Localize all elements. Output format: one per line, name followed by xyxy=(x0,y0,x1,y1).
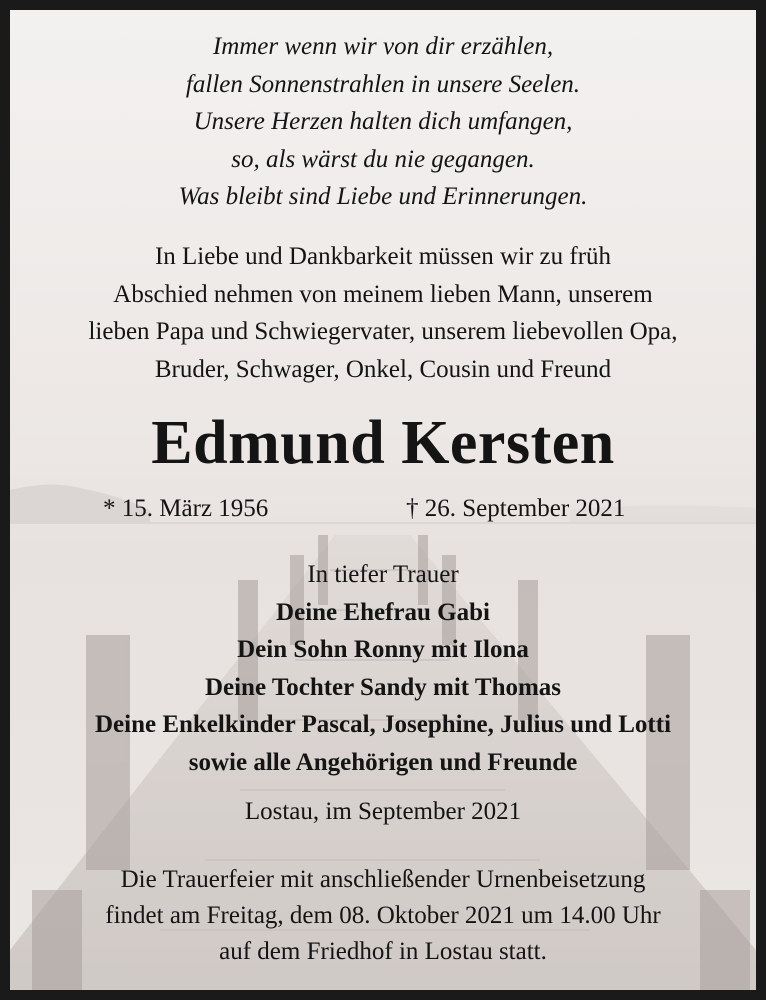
notice-text xyxy=(10,10,756,990)
mourner-line: Dein Sohn Ronny mit Ilona xyxy=(237,636,529,663)
intro-line: lieben Papa und Schwiegervater, unserem liebevollen Opa, xyxy=(88,318,678,345)
intro-line: Bruder, Schwager, Onkel, Cousin und Freund xyxy=(154,355,612,383)
place-date: Lostau, im September 2021 xyxy=(244,798,522,825)
birth-date: * 15. März 1956 xyxy=(103,495,269,522)
deceased-name: Edmund Kersten xyxy=(151,409,615,477)
death-date: † 26. September 2021 xyxy=(406,495,626,522)
mourner-line: Deine Tochter Sandy mit Thomas xyxy=(204,673,562,701)
mourner-line: sowie alle Angehörigen und Freunde xyxy=(188,748,578,776)
memorial-poem xyxy=(10,28,756,216)
funeral-line: auf dem Friedhof in Lostau statt. xyxy=(219,938,547,965)
poem-line: Immer wenn wir von dir erzählen, xyxy=(212,33,554,60)
mourners-heading: In tiefer Trauer xyxy=(307,561,459,588)
intro-line: Abschied nehmen von meinem lieben Mann, unserem xyxy=(113,280,653,308)
mourner-line: Deine Enkelkinder Pascal, Josephine, Julius und Lotti xyxy=(94,711,672,738)
funeral-line: Die Trauerfeier mit anschließender Urnenbeisetzung xyxy=(120,866,646,893)
funeral-info xyxy=(10,862,756,970)
poem-line: fallen Sonnenstrahlen in unsere Seelen. xyxy=(185,70,581,98)
intro-text xyxy=(10,238,756,388)
obituary-notice xyxy=(10,10,756,990)
funeral-line: findet am Freitag, dem 08. Oktober 2021 um 14.00 Uhr xyxy=(105,902,661,929)
poem-line: so, als wärst du nie gegangen. xyxy=(231,145,535,173)
mourner-line: Deine Ehefrau Gabi xyxy=(276,598,490,626)
mourners-list xyxy=(10,556,756,781)
intro-line: In Liebe und Dankbarkeit müssen wir zu früh xyxy=(154,243,612,270)
poem-line: Was bleibt sind Liebe und Erinnerungen. xyxy=(178,183,588,210)
poem-line: Unsere Herzen halten dich umfangen, xyxy=(193,108,573,135)
